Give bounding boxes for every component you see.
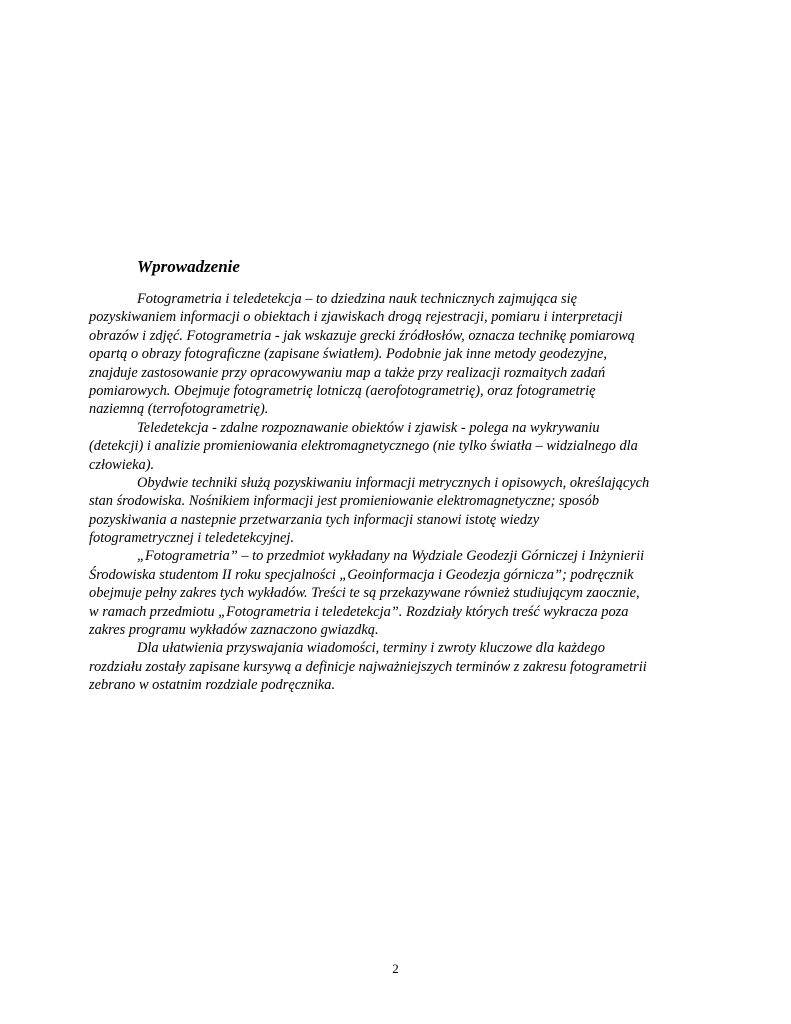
paragraph-4: [89, 547, 709, 639]
text-line: pozyskiwaniem informacji o obiektach i zjawiskach drogą rejestracji, pomiaru i interpretacji: [89, 309, 623, 326]
text-line: opartą o obrazy fotograficzne (zapisane światłem). Podobnie jak inne metody geodezyjne,: [89, 346, 607, 363]
text-line: (detekcji) i analizie promieniowania elektromagnetycznego (nie tylko światła – widzialnego dla: [89, 438, 638, 455]
paragraph-3: [89, 474, 709, 548]
text-line: Dla ułatwienia przyswajania wiadomości, terminy i zwroty kluczowe dla każdego: [137, 640, 605, 657]
paragraph-5: [89, 639, 709, 694]
text-line: w ramach przedmiotu „Fotogrametria i teledetekcja”. Rozdziały których treść wykracza poza: [89, 603, 629, 620]
text-line: człowieka).: [89, 456, 155, 473]
page-number: 2: [392, 961, 399, 976]
paragraph-1: [89, 290, 709, 419]
text-line: znajduje zastosowanie przy opracowywaniu map a także przy realizacji rozmaitych zadań: [89, 364, 606, 381]
section-heading: Wprowadzenie: [137, 257, 240, 276]
text-line: fotogrametrycznej i teledetekcyjnej.: [89, 530, 294, 547]
text-line: obrazów i zdjęć. Fotogrametria - jak wskazuje grecki źródłosłów, oznacza technikę pomiarową: [89, 327, 635, 344]
text-line: pomiarowych. Obejmuje fotogrametrię lotniczą (aerofotogrametrię), oraz fotogrametrię: [89, 382, 596, 399]
text-line: pozyskiwania a nastepnie przetwarzania tych informacji stanowi istotę wiedzy: [89, 511, 540, 528]
text-line: Fotogrametria i teledetekcja – to dziedzina nauk technicznych zajmująca się: [137, 291, 578, 307]
text-line: zebrano w ostatnim rozdziale podręcznika.: [89, 677, 336, 694]
text-line: „Fotogrametria” – to przedmiot wykładany na Wydziale Geodezji Górniczej i Inżynierii: [137, 548, 645, 565]
text-line: stan środowiska. Nośnikiem informacji jest promieniowanie elektromagnetyczne; sposób: [89, 493, 600, 510]
text-line: Środowiska studentom II roku specjalności „Geoinformacja i Geodezja górnicza”; podręcznik: [89, 566, 634, 583]
text-line: rozdziału zostały zapisane kursywą a definicje najważniejszych terminów z zakresu fotogrametrii: [89, 658, 647, 675]
text-line: Obydwie techniki służą pozyskiwaniu informacji metrycznych i opisowych, określających: [137, 474, 650, 491]
body-text: [89, 290, 709, 695]
text-line: zakres programu wykładów zaznaczono gwiazdką.: [89, 622, 379, 639]
text-line: Teledetekcja - zdalne rozpoznawanie obiektów i zjawisk - polega na wykrywaniu: [137, 419, 600, 436]
text-line: obejmuje pełny zakres tych wykładów. Treści te są przekazywane również studiującym zaocznie,: [89, 585, 640, 602]
paragraph-2: [89, 419, 709, 474]
text-line: naziemną (terrofotogrametrię).: [89, 401, 269, 418]
